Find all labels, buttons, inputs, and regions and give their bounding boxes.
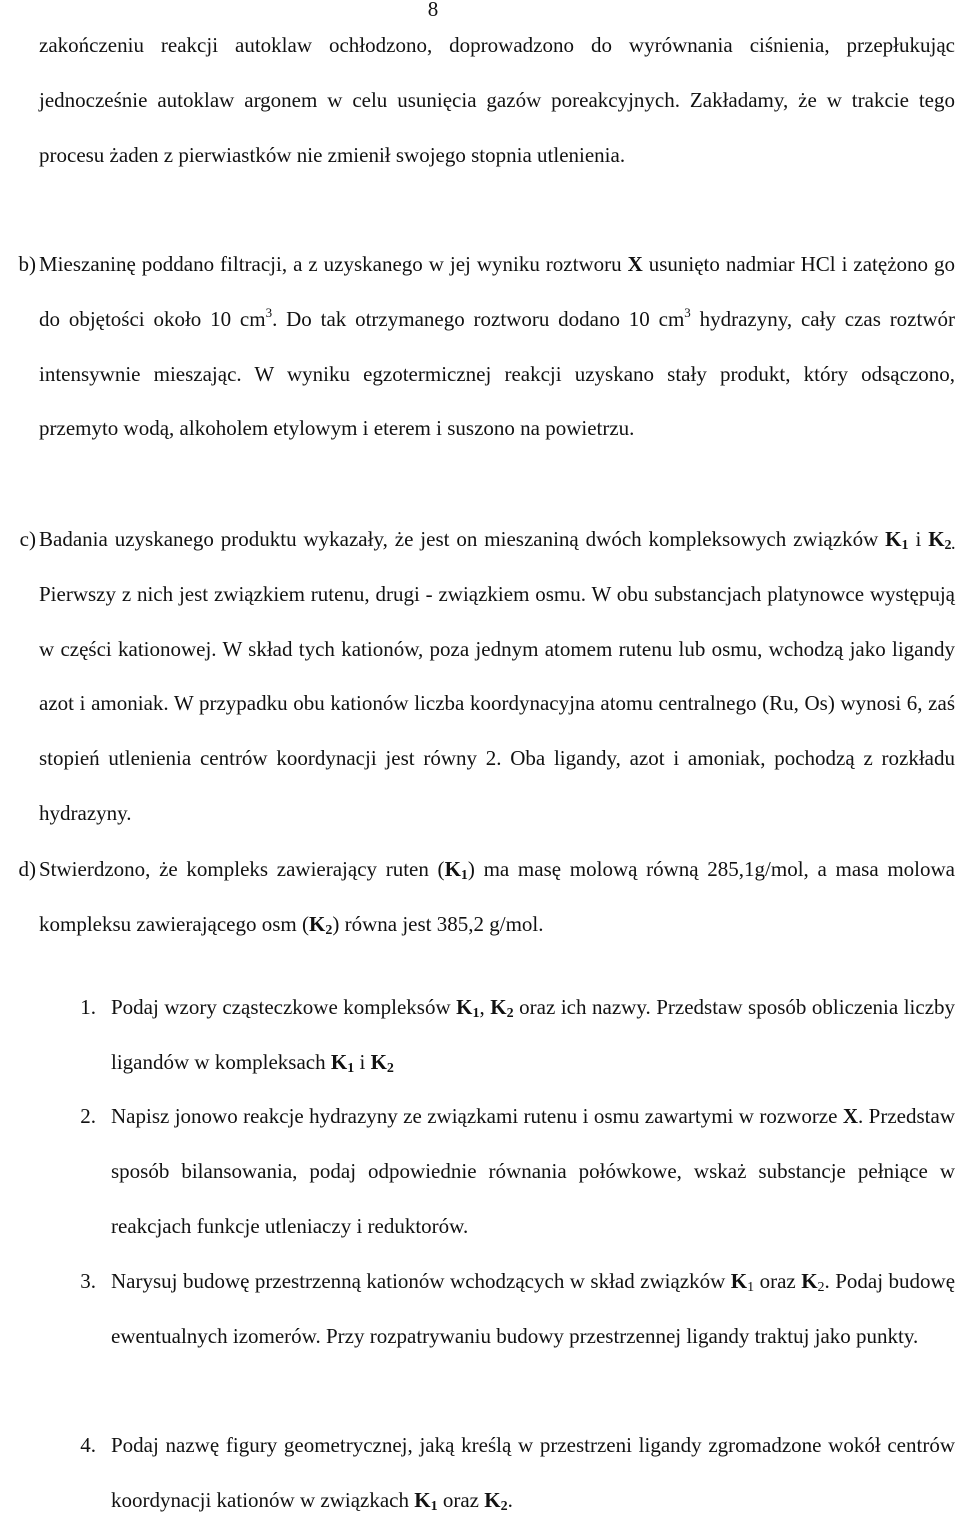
section-b-paragraph: Mieszaninę poddano filtracji, a z uzyskanego w jej wyniku roztworu X usunięto nadmiar HCl i zatężono go do objętości około 10 $cm^3$. Do tak otrzymanego roztworu dodano 10 $cm^3$ hydrazyny, cały czas roztwór intensywnie mieszając. W wyniku egzotermicznej reakcji uzyskano stały produkt, który odsączono, przemyto wodą, alkoholem etylowym i eterem i suszono na powietrzu. — [39, 252, 955, 441]
compound-k2-symbol: $K_2$ — [309, 911, 333, 938]
section-c-label: c) — [19, 527, 36, 551]
page-number: 8 — [427, 0, 439, 21]
section-d-label: d) — [18, 857, 36, 881]
compound-k2-symbol: $K_{2.}$ — [928, 527, 956, 553]
section-c-paragraph: Badania uzyskanego produktu wykazały, że jest on mieszaniną dwóch kompleksowych związków $K_1$ i $K_{2.}$ Pierwszy z nich jest związkiem rutenu, drugi - związkiem osmu. W obu substancjach platynowce występują w części kationowej. W skład tych kationów, poza jednym atomem rutenu lub osmu, wchodzą jako ligandy azot i amoniak. W przypadku obu kationów liczba koordynacyjna atomu centralnego (Ru, Os) wynosi 6, zaś stopień utlenienia centrów koordynacji jest równy 2. Oba ligandy, azot i amoniak, pochodzą z rozkładu hydrazyny. — [39, 527, 956, 825]
question-3-text: Narysuj budowę przestrzenną kationów wchodzących w skład związków $K_1$ oraz $K_2$. Podaj budowę ewentualnych izomerów. Przy rozpatrywaniu budowy przestrzennej ligandy traktuj jako punkty. — [111, 1269, 956, 1348]
question-1-number: 1. — [80, 995, 96, 1019]
section-d-paragraph: Stwierdzono, że kompleks zawierający ruten $(K_1)$ ma masę molową równą 285,1g/mol, a masa molowa kompleksu zawierającego osm $(K_2)$ równa jest 385,2 g/mol. — [39, 857, 955, 938]
compound-k1-symbol: $K_1$ — [444, 857, 468, 883]
question-1-text: Podaj wzory cząsteczkowe kompleksów $K_1$, $K_2$ oraz ich nazwy. Przedstaw sposób obliczenia liczby ligandów w kompleksach $K_1$ i $K_2$ — [111, 995, 956, 1076]
question-4-number: 4. — [80, 1433, 96, 1457]
section-b-label: b) — [18, 252, 36, 276]
question-2-text: Napisz jonowo reakcje hydrazyny ze związkami rutenu i osmu zawartymi w rozworze X. Przedstaw sposób bilansowania, podaj odpowiednie równania połówkowe, wskaż substancje pełniące w reakcjach funkcje utleniaczy i reduktorów. — [111, 1104, 955, 1238]
question-3-number: 3. — [80, 1269, 96, 1293]
question-2-number: 2. — [80, 1104, 96, 1128]
question-4-text: Podaj nazwę figury geometrycznej, jaką kreślą w przestrzeni ligandy zgromadzone wokół centrów koordynacji kationów w związkach $K_1$ oraz $K_2$. — [111, 1433, 955, 1514]
intro-paragraph: zakończeniu reakcji autoklaw ochłodzono, doprowadzono do wyrównania ciśnienia, przepłukując jednocześnie autoklaw argonem w celu usunięcia gazów poreakcyjnych. Zakładamy, że w trakcie tego procesu żaden z pierwiastków nie zmienił swojego stopnia utlenienia. — [39, 33, 955, 167]
solution-x-symbol: X — [627, 252, 643, 276]
compound-k1-symbol: $K_1$ — [885, 527, 909, 553]
